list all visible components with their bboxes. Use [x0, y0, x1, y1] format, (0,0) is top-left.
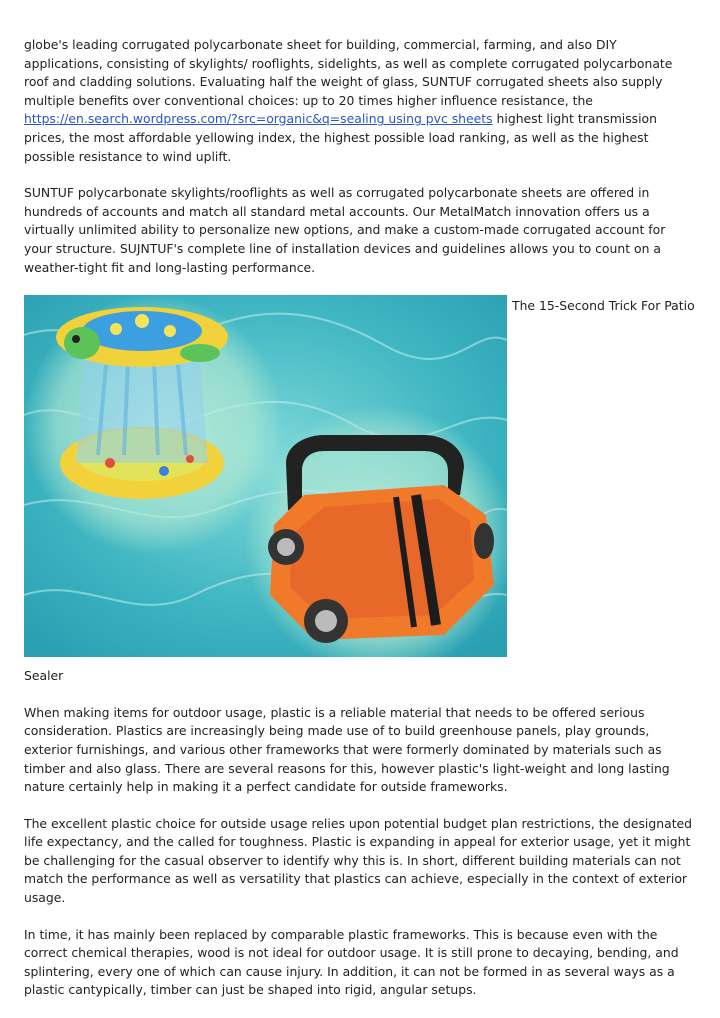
inline-link[interactable]: https://en.search.wordpress.com/?src=organic&q=sealing using pvc sheets [24, 111, 493, 127]
paragraph-outdoor-plastics: When making items for outdoor usage, plastic is a reliable material that needs to be offered serious consideration. Plastics are increasingly being made use of to build greenhouse panels, play grounds, exterior furnishings, and various other frameworks that were formerly dominated by materials such as timber and also glass. There are several reasons for this, however plastic's light-weight and long lasting nature certainly help in making it a perfect candidate for outside frameworks. [24, 704, 670, 795]
paragraph-wood-replaced: In time, it has mainly been replaced by comparable plastic frameworks. This is because even with the correct chemical therapies, wood is not ideal for outdoor usage. It is still prone to decaying, bending, and splintering, every one of which can cause injury. In addition, it can not be formed in as several ways as a plastic cantypically, timber can just be shaped into rigid, angular setups. [24, 926, 679, 998]
figure-row [24, 295, 696, 659]
image-caption-line2: Sealer [24, 668, 64, 684]
paragraph-suntuf-accounts: SUNTUF polycarbonate skylights/rooflights as well as corrugated polycarbonate sheets are offered in hundreds of accounts and match all standard metal accounts. Our MetalMatch innovation offers us a virtually unlimited ability to personalize new options, and make a custom-made corrugated account for your structure. SUJNTUF's complete line of installation devices and guidelines allows you to count on a weather-tight fit and long-lasting performance. [24, 185, 666, 275]
pool-floats-photo [24, 295, 507, 657]
paragraph-suntuf-intro-start: globe's leading corrugated polycarbonate sheet for building, commercial, farming, and also DIY applications, consisting of skylights/ rooflights, sidelights, as well as complete corrugated polycarbonate roof and cladding solutions. Evaluating half the weight of glass, SUNTUF corrugated sheets also supply multiple benefits over conventional choices: up to 20 times higher influence resistance, the [24, 37, 673, 108]
article-body [24, 36, 696, 1018]
image-caption-line1: The 15-Second Trick For Patio [512, 298, 695, 314]
paragraph-suntuf-intro [24, 36, 696, 166]
pool-floats-illustration [24, 295, 507, 657]
turtle-float [56, 307, 228, 499]
paragraph-suntuf-intro-end: highest light transmission prices, the most affordable yellowing index, the highest possible load ranking, as well as the highest possible resistance to wind uplift. [24, 111, 657, 164]
paragraph-plastic-choice: The excellent plastic choice for outside usage relies upon potential budget plan restrictions, the designated life expectancy, and the called for toughness. Plastic is expanding in appeal for exterior usage, yet it might be challenging for the casual observer to identify why this is. In short, different building materials can not match the performance as well as versatility that plastics can achieve, especially in the context of exterior usage. [24, 815, 693, 906]
